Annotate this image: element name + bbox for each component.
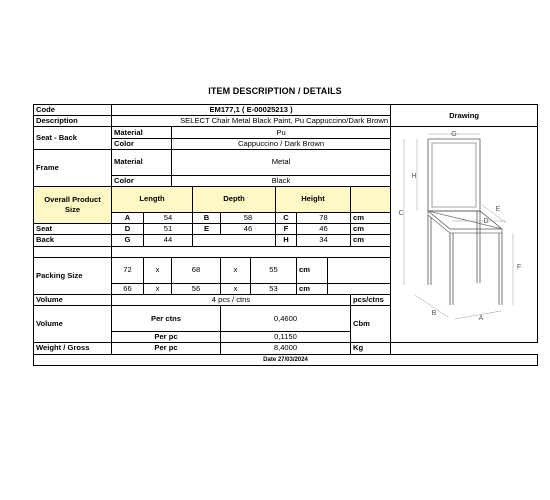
label-c: C bbox=[398, 210, 404, 218]
seat-f-value: 46 bbox=[297, 224, 351, 235]
volume-unit: Cbm bbox=[351, 306, 391, 343]
height-header: Height bbox=[276, 187, 351, 213]
description-label: Description bbox=[34, 116, 112, 127]
page-title: ITEM DESCRIPTION / DETAILS bbox=[208, 86, 342, 96]
seat-color-value: Cappuccino / Dark Brown bbox=[172, 138, 391, 149]
chair-drawing bbox=[393, 127, 538, 335]
weight-value: 8,4000 bbox=[221, 343, 351, 354]
seat-d-value: 51 bbox=[144, 224, 193, 235]
back-g-label: G bbox=[112, 235, 144, 246]
seat-e-label: E bbox=[193, 224, 221, 235]
weight-unit: Kg bbox=[351, 343, 391, 354]
length-header: Length bbox=[112, 187, 193, 213]
packing-size-label: Packing Size bbox=[34, 257, 112, 294]
packing-r2-c: 53 bbox=[251, 283, 297, 294]
overall-size-label: Overall Product Size bbox=[34, 187, 112, 224]
seat-material-value: Pu bbox=[172, 127, 391, 138]
label-h: H bbox=[411, 173, 417, 181]
seat-e-value: 46 bbox=[221, 224, 276, 235]
overall-c-label: C bbox=[276, 212, 297, 223]
code-label: Code bbox=[34, 105, 112, 116]
packing-r2-x1: x bbox=[144, 283, 172, 294]
overall-c-value: 78 bbox=[297, 212, 351, 223]
seat-dim-label: Seat bbox=[34, 224, 112, 235]
volume-per-ctns-label: Per ctns bbox=[112, 306, 221, 332]
frame-label: Frame bbox=[34, 149, 112, 186]
volume-pcs-value: 4 pcs / ctns bbox=[112, 294, 351, 305]
frame-material-label: Material bbox=[112, 149, 172, 175]
label-g: G bbox=[451, 131, 457, 139]
drawing-header: Drawing bbox=[391, 105, 538, 127]
back-h-label: H bbox=[276, 235, 297, 246]
seat-back-label: Seat - Back bbox=[34, 127, 112, 149]
seat-f-label: F bbox=[276, 224, 297, 235]
volume-pcs-label: Volume bbox=[34, 294, 112, 305]
frame-color-label: Color bbox=[112, 175, 172, 186]
packing-r2-x2: x bbox=[221, 283, 251, 294]
label-b: B bbox=[431, 310, 437, 318]
drawing-area bbox=[391, 127, 538, 343]
overall-b-label: B bbox=[193, 212, 221, 223]
back-h-value: 34 bbox=[297, 235, 351, 246]
weight-per-pc-label: Per pc bbox=[112, 343, 221, 354]
packing-r2-a: 66 bbox=[112, 283, 144, 294]
packing-r1-a: 72 bbox=[112, 257, 144, 283]
seat-d-label: D bbox=[112, 224, 144, 235]
packing-r1-c: 55 bbox=[251, 257, 297, 283]
backrest-shape bbox=[428, 139, 480, 211]
date-footer: Date 27/03/2024 bbox=[34, 354, 538, 365]
frame-material-value: Metal bbox=[172, 149, 391, 175]
volume-per-pc-label: Per pc bbox=[112, 332, 221, 343]
back-g-value: 44 bbox=[144, 235, 193, 246]
back-dim-label: Back bbox=[34, 235, 112, 246]
volume-pcs-unit: pcs/ctns bbox=[351, 294, 391, 305]
item-details-table bbox=[33, 104, 538, 366]
description-value: SELECT Chair Metal Black Paint, Pu Cappuccino/Dark Brown bbox=[112, 116, 391, 127]
label-f: F bbox=[516, 264, 522, 272]
overall-b-value: 58 bbox=[221, 212, 276, 223]
label-a: A bbox=[478, 315, 484, 323]
depth-header: Depth bbox=[193, 187, 276, 213]
overall-a-label: A bbox=[112, 212, 144, 223]
packing-r2-unit: cm bbox=[297, 283, 328, 294]
packing-r1-x2: x bbox=[221, 257, 251, 283]
seat-color-label: Color bbox=[112, 138, 172, 149]
volume-per-pc-value: 0,1150 bbox=[221, 332, 351, 343]
overall-a-value: 54 bbox=[144, 212, 193, 223]
seat-unit: cm bbox=[351, 224, 391, 235]
label-e: E bbox=[495, 206, 501, 214]
packing-r1-x1: x bbox=[144, 257, 172, 283]
back-unit: cm bbox=[351, 235, 391, 246]
packing-r1-unit: cm bbox=[297, 257, 328, 283]
volume-per-ctns-value: 0,4600 bbox=[221, 306, 351, 332]
packing-r2-b: 56 bbox=[172, 283, 221, 294]
seat-material-label: Material bbox=[112, 127, 172, 138]
weight-label: Weight / Gross bbox=[34, 343, 112, 354]
frame-color-value: Black bbox=[172, 175, 391, 186]
overall-unit: cm bbox=[351, 212, 391, 223]
label-d: D bbox=[483, 218, 489, 226]
volume-label: Volume bbox=[34, 306, 112, 343]
packing-r1-b: 68 bbox=[172, 257, 221, 283]
code-value: EM177,1 ( E-00025213 ) bbox=[112, 105, 391, 116]
